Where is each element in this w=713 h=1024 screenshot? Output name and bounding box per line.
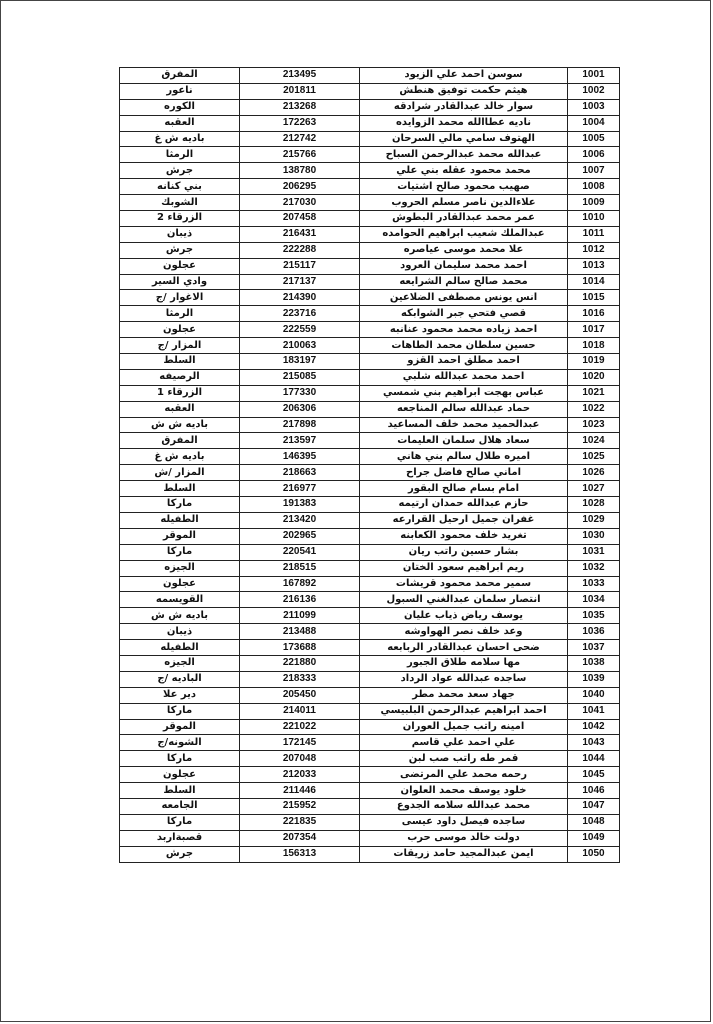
name-cell: اماني صالح فاضل جراح [360, 465, 568, 481]
code-cell: 215117 [240, 258, 360, 274]
table-row [120, 735, 620, 751]
code-cell: 215952 [240, 798, 360, 814]
name-cell: انتصار سلمان عبدالغني السبول [360, 592, 568, 608]
table-row [120, 433, 620, 449]
serial-cell: 1022 [568, 401, 620, 417]
code-cell: 221835 [240, 814, 360, 830]
serial-cell: 1039 [568, 671, 620, 687]
serial-cell: 1037 [568, 640, 620, 656]
table-row [120, 83, 620, 99]
serial-cell: 1005 [568, 131, 620, 147]
name-cell: سعاد هلال سلمان العليمات [360, 433, 568, 449]
name-cell: حازم عبدالله حمدان ارتيمه [360, 497, 568, 513]
serial-cell: 1042 [568, 719, 620, 735]
name-cell: محمد محمود عقله بني علي [360, 163, 568, 179]
name-cell: سمير محمد محمود قريشات [360, 576, 568, 592]
region-cell: ماركا [120, 751, 240, 767]
code-cell: 214011 [240, 703, 360, 719]
region-cell: العقبه [120, 401, 240, 417]
code-cell: 201811 [240, 83, 360, 99]
table-row [120, 99, 620, 115]
table-row [120, 497, 620, 513]
table-row [120, 401, 620, 417]
serial-cell: 1046 [568, 783, 620, 799]
roster-table [119, 67, 620, 863]
serial-cell: 1048 [568, 814, 620, 830]
table-row [120, 703, 620, 719]
region-cell: بني كنانه [120, 179, 240, 195]
region-cell: دير علا [120, 687, 240, 703]
table-row [120, 798, 620, 814]
table-row [120, 512, 620, 528]
name-cell: قصي فتحي جبر الشوابكه [360, 306, 568, 322]
region-cell: الجامعه [120, 798, 240, 814]
table-row [120, 449, 620, 465]
code-cell: 216431 [240, 226, 360, 242]
serial-cell: 1020 [568, 369, 620, 385]
region-cell: باديه ش غ [120, 449, 240, 465]
code-cell: 223716 [240, 306, 360, 322]
region-cell: الاغوار /ج [120, 290, 240, 306]
table-row [120, 560, 620, 576]
code-cell: 206295 [240, 179, 360, 195]
table-row [120, 115, 620, 131]
serial-cell: 1017 [568, 322, 620, 338]
region-cell: ذيبان [120, 624, 240, 640]
region-cell: الشوبك [120, 195, 240, 211]
region-cell: باديه ش ش [120, 608, 240, 624]
region-cell: الزرقاء 2 [120, 211, 240, 227]
code-cell: 213597 [240, 433, 360, 449]
region-cell: جرش [120, 163, 240, 179]
serial-cell: 1019 [568, 354, 620, 370]
table-row [120, 179, 620, 195]
serial-cell: 1007 [568, 163, 620, 179]
code-cell: 191383 [240, 497, 360, 513]
code-cell: 213488 [240, 624, 360, 640]
name-cell: علا محمد موسى عياصره [360, 242, 568, 258]
serial-cell: 1021 [568, 385, 620, 401]
region-cell: ماركا [120, 497, 240, 513]
name-cell: احمد محمد سليمان العرود [360, 258, 568, 274]
name-cell: عباس بهجت ابراهيم بني شمسي [360, 385, 568, 401]
name-cell: ناديه عطاالله محمد الزوايده [360, 115, 568, 131]
table-row [120, 830, 620, 846]
code-cell: 216977 [240, 481, 360, 497]
code-cell: 146395 [240, 449, 360, 465]
serial-cell: 1031 [568, 544, 620, 560]
table-row [120, 163, 620, 179]
name-cell: علي احمد علي قاسم [360, 735, 568, 751]
serial-cell: 1023 [568, 417, 620, 433]
name-cell: علاءالدين ناصر مسلم الحروب [360, 195, 568, 211]
serial-cell: 1030 [568, 528, 620, 544]
serial-cell: 1034 [568, 592, 620, 608]
code-cell: 167892 [240, 576, 360, 592]
name-cell: حسين سلطان محمد الطاهات [360, 338, 568, 354]
region-cell: العقبه [120, 115, 240, 131]
code-cell: 172263 [240, 115, 360, 131]
code-cell: 218333 [240, 671, 360, 687]
region-cell: المفرق [120, 433, 240, 449]
table-row [120, 322, 620, 338]
table-row [120, 687, 620, 703]
serial-cell: 1050 [568, 846, 620, 862]
serial-cell: 1036 [568, 624, 620, 640]
code-cell: 156313 [240, 846, 360, 862]
region-cell: ذيبان [120, 226, 240, 242]
table-row [120, 640, 620, 656]
region-cell: المزار /ج [120, 338, 240, 354]
serial-cell: 1038 [568, 655, 620, 671]
serial-cell: 1003 [568, 99, 620, 115]
serial-cell: 1009 [568, 195, 620, 211]
code-cell: 220541 [240, 544, 360, 560]
serial-cell: 1029 [568, 512, 620, 528]
region-cell: جرش [120, 846, 240, 862]
table-row [120, 719, 620, 735]
serial-cell: 1033 [568, 576, 620, 592]
name-cell: سوسن احمد علي الزيود [360, 68, 568, 84]
name-cell: ساجده عبدالله عواد الرداد [360, 671, 568, 687]
name-cell: احمد محمد عبدالله شلبي [360, 369, 568, 385]
region-cell: وادي السير [120, 274, 240, 290]
region-cell: الباديه /ج [120, 671, 240, 687]
table-row [120, 131, 620, 147]
name-cell: صهيب محمود صالح اشتيات [360, 179, 568, 195]
region-cell: باديه ش غ [120, 131, 240, 147]
code-cell: 211099 [240, 608, 360, 624]
code-cell: 221022 [240, 719, 360, 735]
code-cell: 211446 [240, 783, 360, 799]
code-cell: 210063 [240, 338, 360, 354]
table-row [120, 274, 620, 290]
code-cell: 218515 [240, 560, 360, 576]
name-cell: عبدالملك شعيب ابراهيم الحوامده [360, 226, 568, 242]
serial-cell: 1011 [568, 226, 620, 242]
name-cell: رحمه محمد علي المرتضى [360, 767, 568, 783]
name-cell: انس يونس مصطفى الضلاعين [360, 290, 568, 306]
code-cell: 202965 [240, 528, 360, 544]
region-cell: الموقر [120, 528, 240, 544]
code-cell: 213420 [240, 512, 360, 528]
table-row [120, 68, 620, 84]
region-cell: قصبةاربد [120, 830, 240, 846]
serial-cell: 1040 [568, 687, 620, 703]
name-cell: ساجده فيصل داود عيسى [360, 814, 568, 830]
name-cell: قمر طه راتب صب لبن [360, 751, 568, 767]
table-row [120, 417, 620, 433]
serial-cell: 1049 [568, 830, 620, 846]
code-cell: 172145 [240, 735, 360, 751]
name-cell: مها سلامه طلاق الجبور [360, 655, 568, 671]
region-cell: القويسمه [120, 592, 240, 608]
code-cell: 222288 [240, 242, 360, 258]
code-cell: 212742 [240, 131, 360, 147]
region-cell: عجلون [120, 322, 240, 338]
serial-cell: 1008 [568, 179, 620, 195]
table-row [120, 528, 620, 544]
region-cell: المزار /ش [120, 465, 240, 481]
table-row [120, 147, 620, 163]
name-cell: اميره طلال سالم بني هاني [360, 449, 568, 465]
code-cell: 205450 [240, 687, 360, 703]
code-cell: 222559 [240, 322, 360, 338]
code-cell: 183197 [240, 354, 360, 370]
table-row [120, 608, 620, 624]
table-row [120, 592, 620, 608]
code-cell: 173688 [240, 640, 360, 656]
table-row [120, 290, 620, 306]
table-row [120, 671, 620, 687]
name-cell: جهاد سعد محمد مطر [360, 687, 568, 703]
table-row [120, 576, 620, 592]
name-cell: احمد مطلق احمد القزو [360, 354, 568, 370]
name-cell: امام بسام صالح البقور [360, 481, 568, 497]
serial-cell: 1006 [568, 147, 620, 163]
code-cell: 206306 [240, 401, 360, 417]
name-cell: بشار حسين راتب ريان [360, 544, 568, 560]
region-cell: ناعور [120, 83, 240, 99]
table-row [120, 306, 620, 322]
serial-cell: 1025 [568, 449, 620, 465]
table-row [120, 338, 620, 354]
name-cell: ايمن عبدالمجيد حامد زريقات [360, 846, 568, 862]
name-cell: هيثم حكمت توفيق هنطش [360, 83, 568, 99]
code-cell: 214390 [240, 290, 360, 306]
table-row [120, 846, 620, 862]
serial-cell: 1027 [568, 481, 620, 497]
serial-cell: 1012 [568, 242, 620, 258]
code-cell: 207048 [240, 751, 360, 767]
name-cell: ضحى احسان عبدالقادر الربابعه [360, 640, 568, 656]
region-cell: الشونه/ج [120, 735, 240, 751]
table-row [120, 258, 620, 274]
serial-cell: 1026 [568, 465, 620, 481]
serial-cell: 1018 [568, 338, 620, 354]
region-cell: الرمثا [120, 147, 240, 163]
serial-cell: 1047 [568, 798, 620, 814]
name-cell: محمد صالح سالم الشرايعه [360, 274, 568, 290]
code-cell: 213495 [240, 68, 360, 84]
table-row [120, 242, 620, 258]
table-row [120, 767, 620, 783]
serial-cell: 1002 [568, 83, 620, 99]
region-cell: باديه ش ش [120, 417, 240, 433]
region-cell: جرش [120, 242, 240, 258]
table-row [120, 624, 620, 640]
name-cell: وعد خلف نصر الهواوشه [360, 624, 568, 640]
serial-cell: 1001 [568, 68, 620, 84]
table-row [120, 226, 620, 242]
region-cell: الجيزه [120, 655, 240, 671]
code-cell: 218663 [240, 465, 360, 481]
code-cell: 217030 [240, 195, 360, 211]
table-row [120, 211, 620, 227]
serial-cell: 1045 [568, 767, 620, 783]
table-row [120, 544, 620, 560]
code-cell: 138780 [240, 163, 360, 179]
name-cell: الهتوف سامي مالي السرحان [360, 131, 568, 147]
serial-cell: 1035 [568, 608, 620, 624]
region-cell: الطفيله [120, 640, 240, 656]
code-cell: 212033 [240, 767, 360, 783]
serial-cell: 1043 [568, 735, 620, 751]
name-cell: دولت خالد موسى حرب [360, 830, 568, 846]
name-cell: يوسف رياض ذياب عليان [360, 608, 568, 624]
name-cell: امينه راتب جميل العوران [360, 719, 568, 735]
name-cell: خلود يوسف محمد العلوان [360, 783, 568, 799]
serial-cell: 1032 [568, 560, 620, 576]
name-cell: احمد ابراهيم عبدالرحمن البلبيسي [360, 703, 568, 719]
serial-cell: 1016 [568, 306, 620, 322]
code-cell: 207458 [240, 211, 360, 227]
name-cell: غفران جميل ارحيل القرارعه [360, 512, 568, 528]
serial-cell: 1041 [568, 703, 620, 719]
code-cell: 216136 [240, 592, 360, 608]
region-cell: عجلون [120, 576, 240, 592]
roster-body [120, 68, 620, 863]
table-row [120, 481, 620, 497]
region-cell: ماركا [120, 814, 240, 830]
name-cell: سوار خالد عبدالقادر شرادقه [360, 99, 568, 115]
code-cell: 213268 [240, 99, 360, 115]
name-cell: عبدالحميد محمد خلف المساعيد [360, 417, 568, 433]
serial-cell: 1010 [568, 211, 620, 227]
region-cell: ماركا [120, 544, 240, 560]
name-cell: حماد عبدالله سالم المناجعه [360, 401, 568, 417]
name-cell: عمر محمد عبدالقادر البطوش [360, 211, 568, 227]
serial-cell: 1028 [568, 497, 620, 513]
region-cell: السلط [120, 354, 240, 370]
code-cell: 177330 [240, 385, 360, 401]
table-row [120, 814, 620, 830]
region-cell: المفرق [120, 68, 240, 84]
serial-cell: 1044 [568, 751, 620, 767]
region-cell: عجلون [120, 258, 240, 274]
code-cell: 215766 [240, 147, 360, 163]
table-row [120, 465, 620, 481]
name-cell: تغريد خلف محمود الكعابنه [360, 528, 568, 544]
region-cell: الزرقاء 1 [120, 385, 240, 401]
serial-cell: 1014 [568, 274, 620, 290]
table-row [120, 195, 620, 211]
region-cell: ماركا [120, 703, 240, 719]
name-cell: محمد عبدالله سلامه الجدوع [360, 798, 568, 814]
serial-cell: 1024 [568, 433, 620, 449]
region-cell: الجيزه [120, 560, 240, 576]
region-cell: السلط [120, 783, 240, 799]
table-row [120, 369, 620, 385]
code-cell: 217898 [240, 417, 360, 433]
code-cell: 215085 [240, 369, 360, 385]
table-row [120, 354, 620, 370]
code-cell: 221880 [240, 655, 360, 671]
name-cell: ريم ابراهيم سعود الختان [360, 560, 568, 576]
table-row [120, 655, 620, 671]
serial-cell: 1013 [568, 258, 620, 274]
region-cell: الموقر [120, 719, 240, 735]
region-cell: السلط [120, 481, 240, 497]
table-row [120, 385, 620, 401]
region-cell: الرصيفه [120, 369, 240, 385]
region-cell: الكوره [120, 99, 240, 115]
region-cell: الرمثا [120, 306, 240, 322]
serial-cell: 1004 [568, 115, 620, 131]
name-cell: عبدالله محمد عبدالرحمن السباح [360, 147, 568, 163]
code-cell: 207354 [240, 830, 360, 846]
table-row [120, 783, 620, 799]
name-cell: احمد زياده محمد محمود عنانبه [360, 322, 568, 338]
code-cell: 217137 [240, 274, 360, 290]
region-cell: عجلون [120, 767, 240, 783]
region-cell: الطفيله [120, 512, 240, 528]
table-row [120, 751, 620, 767]
serial-cell: 1015 [568, 290, 620, 306]
